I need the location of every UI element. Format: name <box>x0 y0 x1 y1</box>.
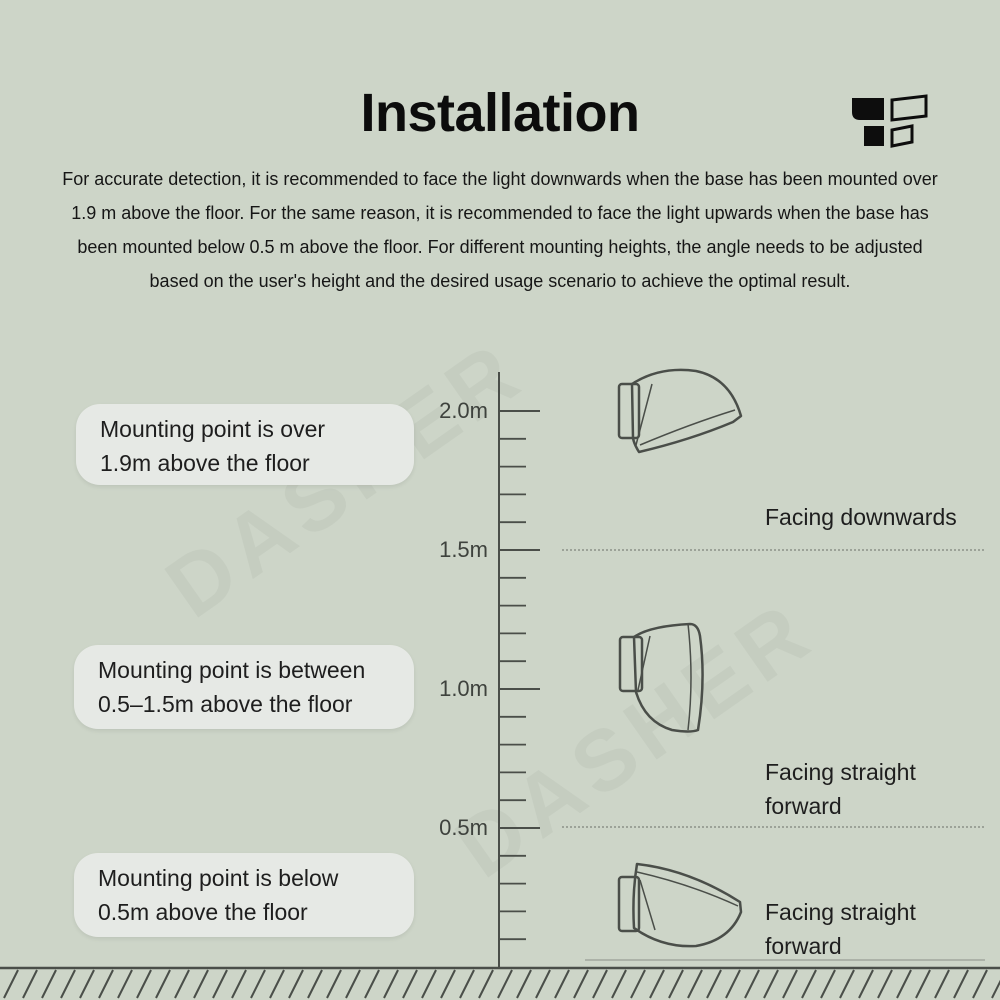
floor-hatch-stroke <box>4 970 18 998</box>
floor-hatch-stroke <box>384 970 398 998</box>
floor-hatch-stroke <box>156 970 170 998</box>
mounting-point-line1: Mounting point is below <box>98 865 339 891</box>
floor-hatch-stroke <box>213 970 227 998</box>
floor-hatch-stroke <box>859 970 873 998</box>
floor-hatch-stroke <box>650 970 664 998</box>
mounting-point-line2: 0.5–1.5m above the floor <box>98 691 353 717</box>
floor-hatch-stroke <box>194 970 208 998</box>
tick-label-2m: 2.0m <box>439 398 488 423</box>
mounting-point-between-label <box>74 645 414 729</box>
floor-hatch-stroke <box>80 970 94 998</box>
floor-hatch-stroke <box>137 970 151 998</box>
intro-text: For accurate detection, it is recommended to face the light downwards when the base has been mounted over 1.9 m above the floor. For the same reason, it is recommended to face the light upwards when the base has been mounted below 0.5 m above the floor. For different mounting heights, the angle needs to be adjusted based on the user's height and the desired usage scenario to achieve the optimal result. <box>62 169 938 291</box>
floor-hatch-stroke <box>745 970 759 998</box>
ruler-ticks <box>499 411 540 939</box>
light-facing-down-icon <box>619 370 741 452</box>
floor-hatch-stroke <box>726 970 740 998</box>
floor-hatch-stroke <box>422 970 436 998</box>
floor-hatch-stroke <box>251 970 265 998</box>
floor-hatch-stroke <box>99 970 113 998</box>
floor-hatch-stroke <box>42 970 56 998</box>
facing-line1: Facing downwards <box>765 504 957 530</box>
tick-label-0-5m: 0.5m <box>439 815 488 840</box>
mounting-point-line2: 0.5m above the floor <box>98 899 308 925</box>
floor-hatch-stroke <box>517 970 531 998</box>
floor-hatch-stroke <box>346 970 360 998</box>
floor-hatch-stroke <box>61 970 75 998</box>
floor-hatch-stroke <box>821 970 835 998</box>
tick-label-1-5m: 1.5m <box>439 537 488 562</box>
floor-hatch-stroke <box>688 970 702 998</box>
facing-line2: forward <box>765 793 842 819</box>
floor-hatch-stroke <box>840 970 854 998</box>
floor-hatch-stroke <box>232 970 246 998</box>
floor-hatch-stroke <box>327 970 341 998</box>
floor-hatch-stroke <box>441 970 455 998</box>
floor-hatch-stroke <box>593 970 607 998</box>
floor-hatch-stroke <box>479 970 493 998</box>
mounting-point-over-label <box>76 404 414 485</box>
floor-hatch-stroke <box>308 970 322 998</box>
floor-hatch-stroke <box>878 970 892 998</box>
facing-line2: forward <box>765 933 842 959</box>
floor-hatch-stroke <box>669 970 683 998</box>
floor-hatch-stroke <box>555 970 569 998</box>
floor-hatch-stroke <box>498 970 512 998</box>
floor-hatch-stroke <box>707 970 721 998</box>
floor-hatch-stroke <box>403 970 417 998</box>
facing-forward-label <box>765 755 916 823</box>
floor-hatch-stroke <box>935 970 949 998</box>
mounting-point-line1: Mounting point is between <box>98 657 366 683</box>
floor-hatch-stroke <box>289 970 303 998</box>
floor-hatch-stroke <box>631 970 645 998</box>
mounting-point-line1: Mounting point is over <box>100 416 326 442</box>
floor-hatch-stroke <box>954 970 968 998</box>
floor-hatch-stroke <box>992 970 1000 998</box>
mounting-point-below-label <box>74 853 414 937</box>
floor-hatch-stroke <box>23 970 37 998</box>
floor-hatch-stroke <box>574 970 588 998</box>
facing-forward-low-label <box>765 895 916 963</box>
floor-hatch-stroke <box>973 970 987 998</box>
floor-hatch-stroke <box>460 970 474 998</box>
page-title: Installation <box>360 83 640 143</box>
floor-hatch-stroke <box>764 970 778 998</box>
floor-hatch-stroke <box>916 970 930 998</box>
floor-hatch-stroke <box>175 970 189 998</box>
mounting-point-line2: 1.9m above the floor <box>100 450 310 476</box>
floor-hatch-stroke <box>365 970 379 998</box>
tick-label-1m: 1.0m <box>439 676 488 701</box>
floor-hatch-stroke <box>270 970 284 998</box>
facing-downwards-label <box>765 500 957 534</box>
light-facing-up-icon <box>619 864 741 946</box>
floor-hatch-stroke <box>897 970 911 998</box>
floor-hatch-stroke <box>118 970 132 998</box>
floor-hatch-stroke <box>802 970 816 998</box>
facing-line1: Facing straight <box>765 899 916 925</box>
floor-hatch-stroke <box>783 970 797 998</box>
light-facing-forward-icon <box>620 624 703 732</box>
floor-hatch-stroke <box>612 970 626 998</box>
floor-hatch <box>4 970 1000 998</box>
facing-line1: Facing straight <box>765 759 916 785</box>
floor-hatch-stroke <box>536 970 550 998</box>
